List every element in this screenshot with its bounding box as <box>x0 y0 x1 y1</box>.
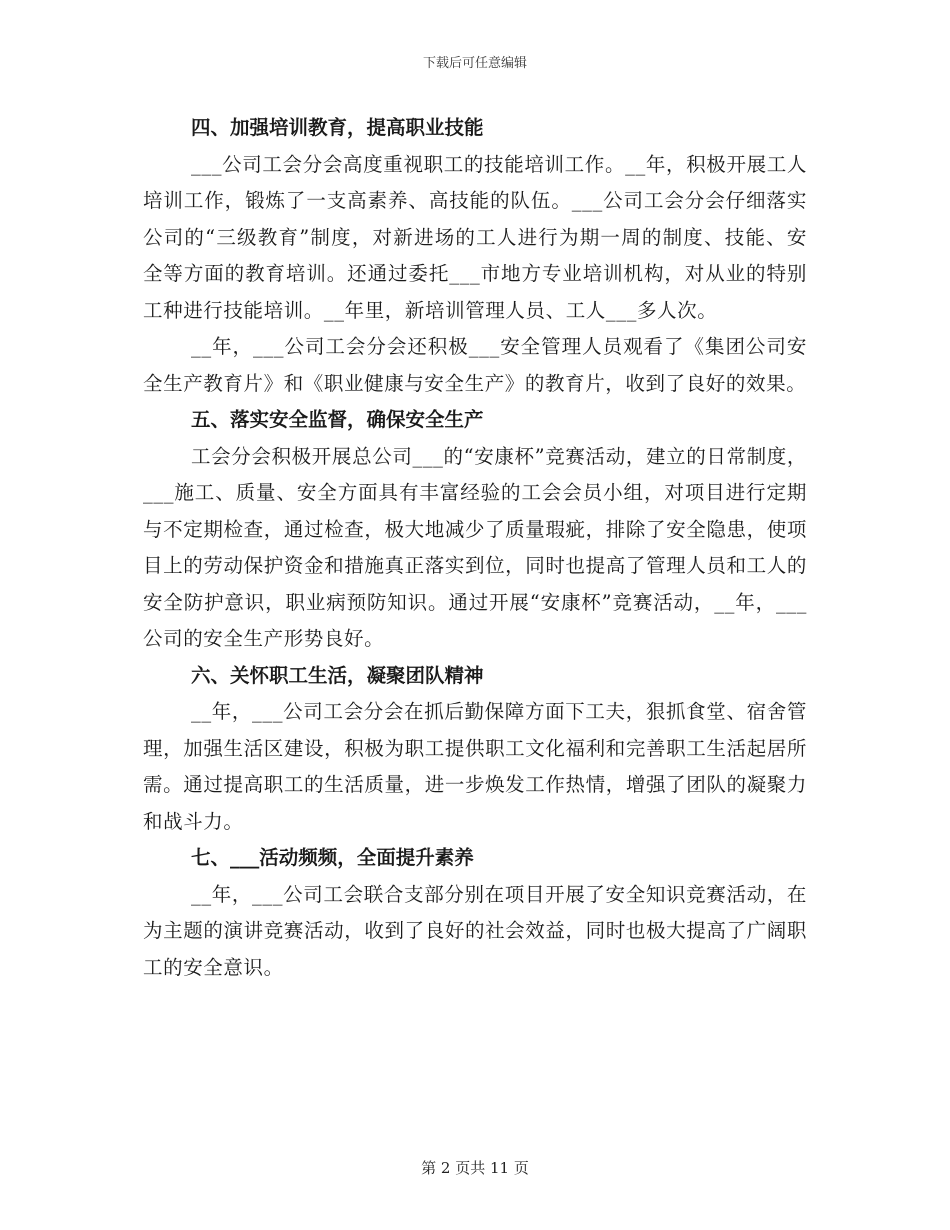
paragraph: __年，___公司工会分会还积极___安全管理人员观看了《集团公司安全生产教育片》和《职业健康与安全生产》的教育片，收到了良好的效果。 <box>143 335 807 395</box>
section-heading: 五、落实安全监督，确保安全生产 <box>191 408 484 431</box>
document-body <box>143 110 807 986</box>
section-heading: 七、___活动频频，全面提升素养 <box>191 846 474 869</box>
header-note: 下载后可任意编辑 <box>422 56 527 71</box>
paragraph: ___公司工会分会高度重视职工的技能培训工作。__年，积极开展工人培训工作，锻炼了一支高素养、高技能的队伍。___公司工会分会仔细落实公司的“三级教育”制度，对新进场的工人进行为期一周的制度、技能、安全等方面的教育培训。还通过委托___市地方专业培训机构，对从业的特别工种进行技能培训。__年里，新培训管理人员、工人___多人次。 <box>143 152 807 322</box>
section-heading: 四、加强培训教育，提高职业技能 <box>191 116 484 139</box>
paragraph: __年，___公司工会分会在抓后勤保障方面下工夫，狠抓食堂、宿舍管理，加强生活区建设，积极为职工提供职工文化福利和完善职工生活起居所需。通过提高职工的生活质量，进一步焕发工作热情，增强了团队的凝聚力和战斗力。 <box>143 700 807 833</box>
paragraph: __年，___公司工会联合支部分别在项目开展了安全知识竞赛活动，在为主题的演讲竞赛活动，收到了良好的社会效益，同时也极大提高了广阔职工的安全意识。 <box>143 882 807 979</box>
page-number: 第 2 页共 11 页 <box>421 1159 529 1177</box>
section-heading: 六、关怀职工生活，凝聚团队精神 <box>191 663 484 687</box>
paragraph: 工会分会积极开展总公司___的“安康杯”竞赛活动，建立的日常制度，___施工、质量、安全方面具有丰富经验的工会会员小组，对项目进行定期与不定期检查，通过检查，极大地减少了质量瑕疵，排除了安全隐患，使项目上的劳动保护资金和措施真正落实到位，同时也提高了管理人员和工人的安全防护意识，职业病预防知识。通过开展“安康杯”竞赛活动，__年，___公司的安全生产形势良好。 <box>143 444 807 650</box>
